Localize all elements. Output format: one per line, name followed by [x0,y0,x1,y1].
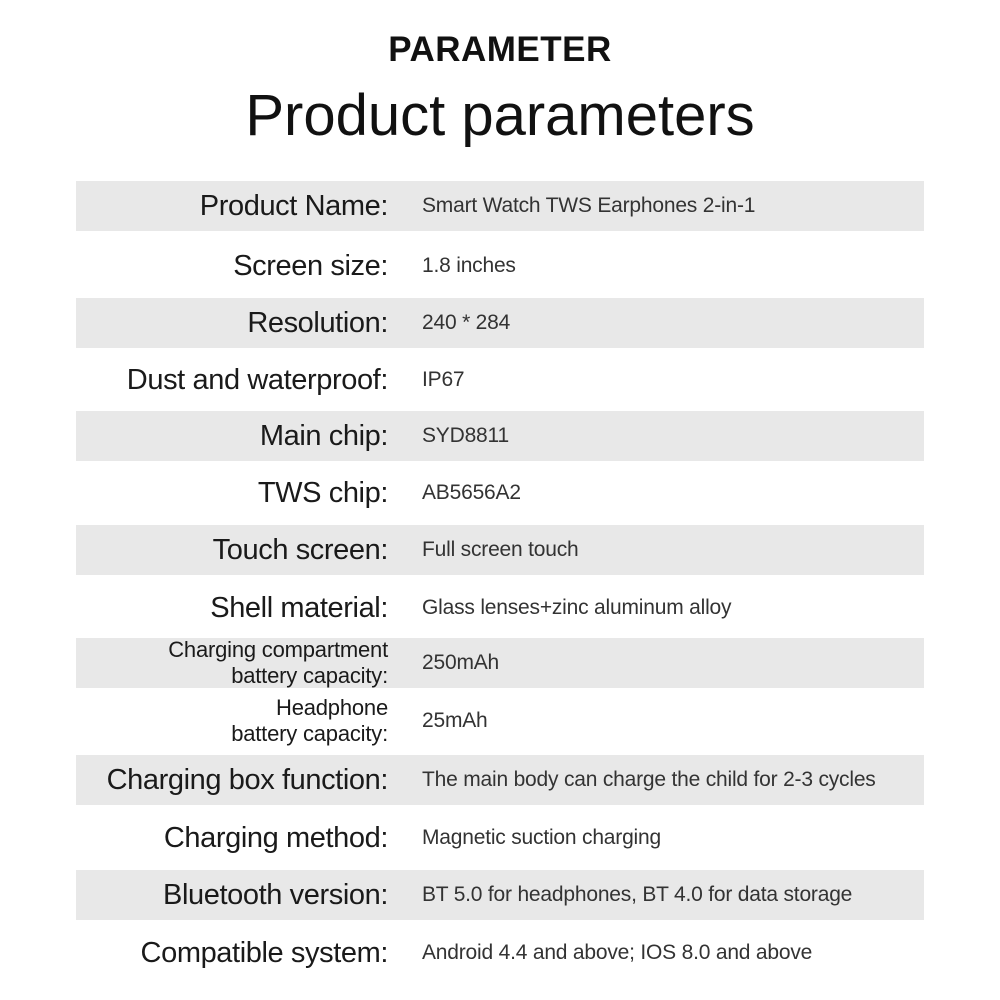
param-value: 1.8 inches [422,254,516,277]
param-label: Compatible system: [140,936,388,969]
param-value: The main body can charge the child for 2-3 cycles [422,768,876,791]
param-row-touch-screen [76,525,924,575]
param-value: 250mAh [422,651,500,674]
param-label-line: battery capacity: [231,663,388,688]
param-row-product-name [76,181,924,231]
param-label: Charging box function: [106,763,388,796]
param-value: Magnetic suction charging [422,826,661,849]
param-row-compatible-system [76,928,924,978]
param-label [88,696,388,746]
param-row-charging-box-function [76,755,924,805]
param-row-screen-size [76,241,924,291]
param-label: Main chip: [259,419,388,452]
param-label: Shell material: [210,591,388,624]
param-row-charging-compartment-capacity [76,638,924,688]
param-row-bluetooth-version [76,870,924,920]
param-label-line: Headphone [276,695,388,720]
param-label: Screen size: [233,249,388,282]
param-label: TWS chip: [257,476,388,509]
param-row-headphone-capacity [76,696,924,746]
param-row-resolution [76,298,924,348]
param-label: Resolution: [247,306,388,339]
param-value: BT 5.0 for headphones, BT 4.0 for data storage [422,883,853,906]
param-row-charging-method [76,813,924,863]
param-label: Bluetooth version: [163,878,388,911]
param-value: 240 * 284 [422,311,511,334]
param-label-line: Charging compartment [168,637,388,662]
param-label: Charging method: [163,821,388,854]
param-value: Full screen touch [422,538,579,561]
param-value: Glass lenses+zinc aluminum alloy [422,596,732,619]
param-label [88,638,388,688]
param-row-main-chip [76,411,924,461]
param-value: 25mAh [422,709,488,732]
param-label-line: battery capacity: [231,721,388,746]
param-label: Touch screen: [212,533,388,566]
param-value: AB5656A2 [422,481,521,504]
param-value: Smart Watch TWS Earphones 2-in-1 [422,194,756,217]
param-value: Android 4.4 and above; IOS 8.0 and above [422,941,813,964]
param-value: SYD8811 [422,424,509,447]
param-row-tws-chip [76,468,924,518]
param-label: Dust and waterproof: [126,363,388,396]
param-row-shell-material [76,583,924,633]
param-row-dust-waterproof [76,355,924,405]
param-label: Product Name: [199,189,388,222]
param-value: IP67 [422,368,465,391]
page-title: Product parameters [245,83,755,148]
section-kicker: PARAMETER [388,30,612,69]
